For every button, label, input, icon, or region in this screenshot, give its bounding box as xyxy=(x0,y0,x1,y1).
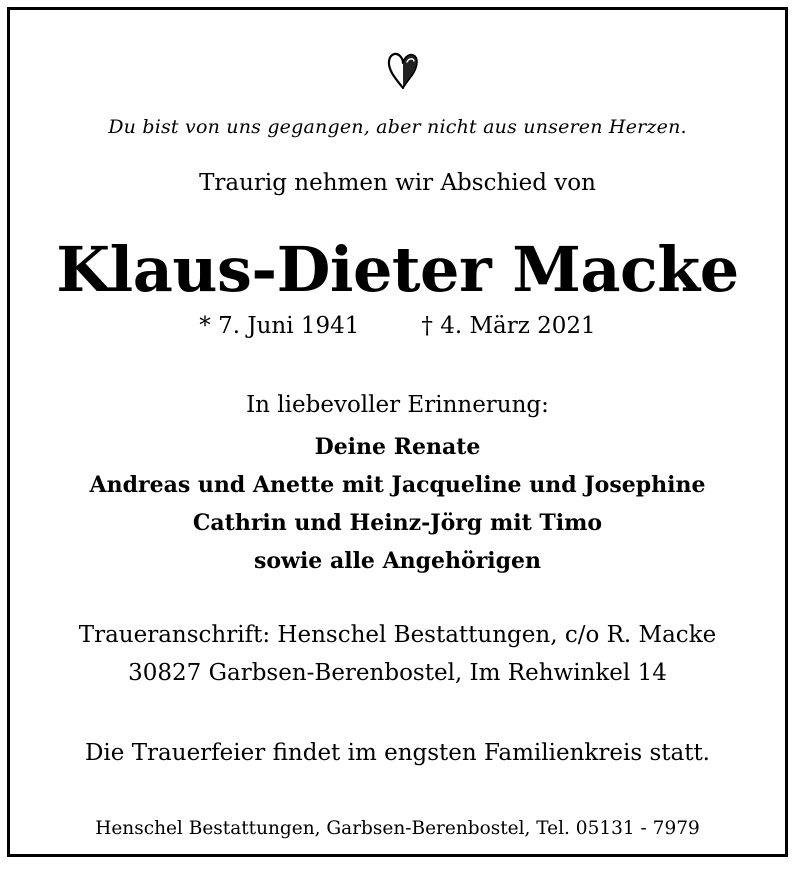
funeral-home-footer: Henschel Bestattungen, Garbsen-Berenbostel, Tel. 05131 - 7979 xyxy=(95,818,700,839)
heart-icon xyxy=(386,48,420,92)
mourner-line: sowie alle Angehörigen xyxy=(253,548,542,574)
memory-heading: In liebevoller Erinnerung: xyxy=(246,392,549,418)
ceremony-note: Die Trauerfeier findet im engsten Familienkreis statt. xyxy=(84,740,710,766)
mourner-line: Cathrin und Heinz-Jörg mit Timo xyxy=(192,510,603,536)
deceased-name: Klaus-Dieter Macke xyxy=(56,233,739,306)
obituary-notice xyxy=(7,7,788,857)
birth-date: * 7. Juni 1941 xyxy=(199,313,360,339)
intro-text: Traurig nehmen wir Abschied von xyxy=(199,170,596,196)
life-dates xyxy=(10,313,785,339)
mourner-line: Andreas und Anette mit Jacqueline und Josephine xyxy=(89,472,706,498)
mourner-line: Deine Renate xyxy=(314,434,481,460)
motto: Du bist von uns gegangen, aber nicht aus unseren Herzen. xyxy=(108,116,687,138)
address-line-1: Traueranschrift: Henschel Bestattungen, c/o R. Macke xyxy=(78,622,717,648)
address-line-2: 30827 Garbsen-Berenbostel, Im Rehwinkel 14 xyxy=(128,660,667,686)
death-date: † 4. März 2021 xyxy=(421,313,596,339)
